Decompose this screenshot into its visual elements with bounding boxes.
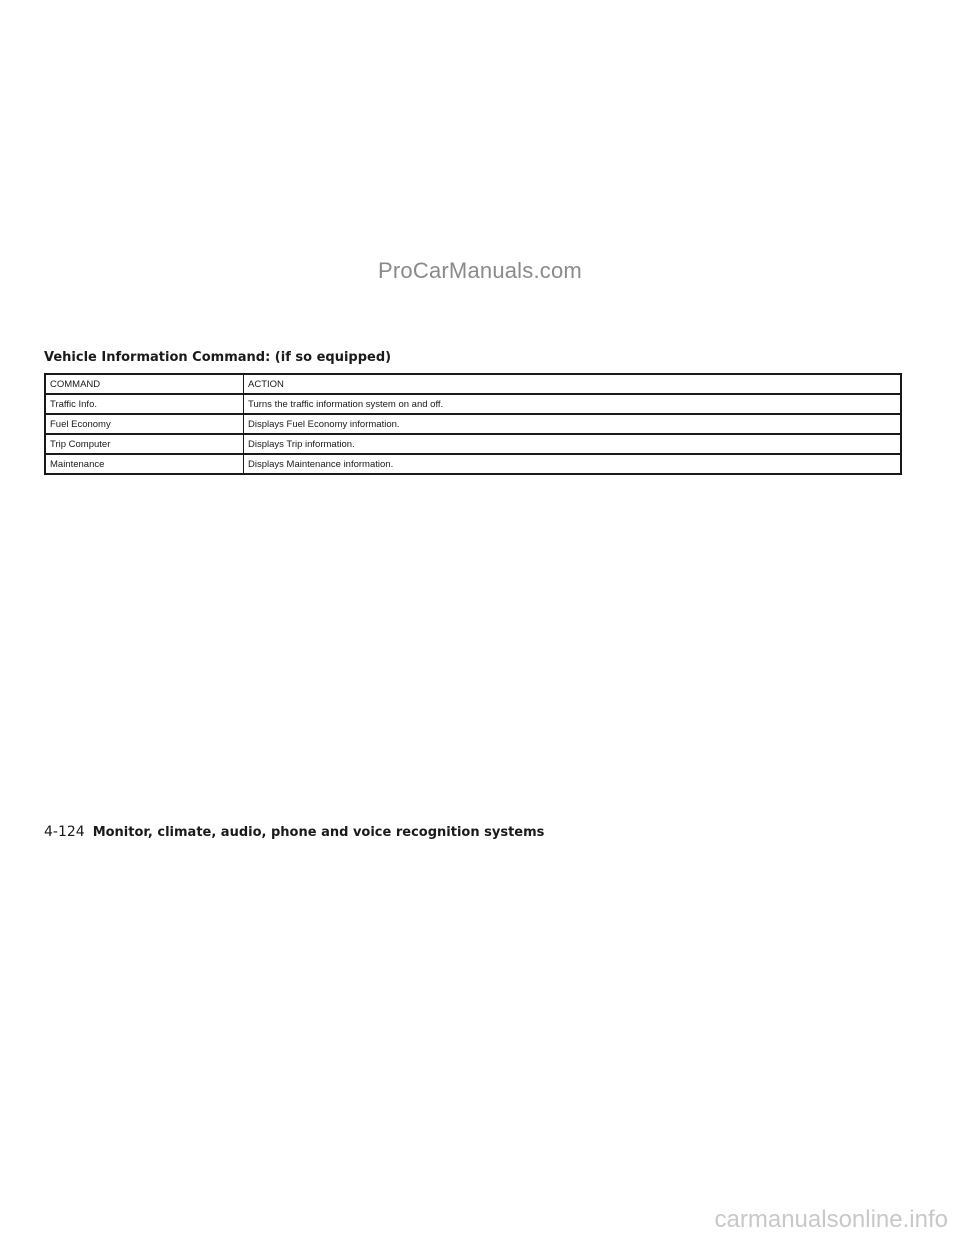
watermark-bottom: carmanualsonline.info <box>714 1206 948 1233</box>
command-cell: Traffic Info. <box>45 394 244 414</box>
table-header-row <box>45 374 901 394</box>
action-cell: Displays Fuel Economy information. <box>244 414 902 434</box>
command-cell: Fuel Economy <box>45 414 244 434</box>
section-title: Vehicle Information Command: (if so equipped) <box>44 350 392 365</box>
command-table <box>44 373 902 475</box>
command-cell: Trip Computer <box>45 434 244 454</box>
table-row <box>45 394 901 414</box>
header-action: ACTION <box>244 374 902 394</box>
chapter-title: Monitor, climate, audio, phone and voice recognition systems <box>92 825 545 840</box>
action-cell: Turns the traffic information system on and off. <box>244 394 902 414</box>
table-row <box>45 414 901 434</box>
action-cell: Displays Maintenance information. <box>244 454 902 474</box>
table-row <box>45 454 901 474</box>
watermark-top: ProCarManuals.com <box>378 258 582 283</box>
action-cell: Displays Trip information. <box>244 434 902 454</box>
page-number: 4-124 <box>44 824 85 840</box>
table-row <box>45 434 901 454</box>
header-command: COMMAND <box>45 374 244 394</box>
page-footer <box>44 824 544 840</box>
command-cell: Maintenance <box>45 454 244 474</box>
